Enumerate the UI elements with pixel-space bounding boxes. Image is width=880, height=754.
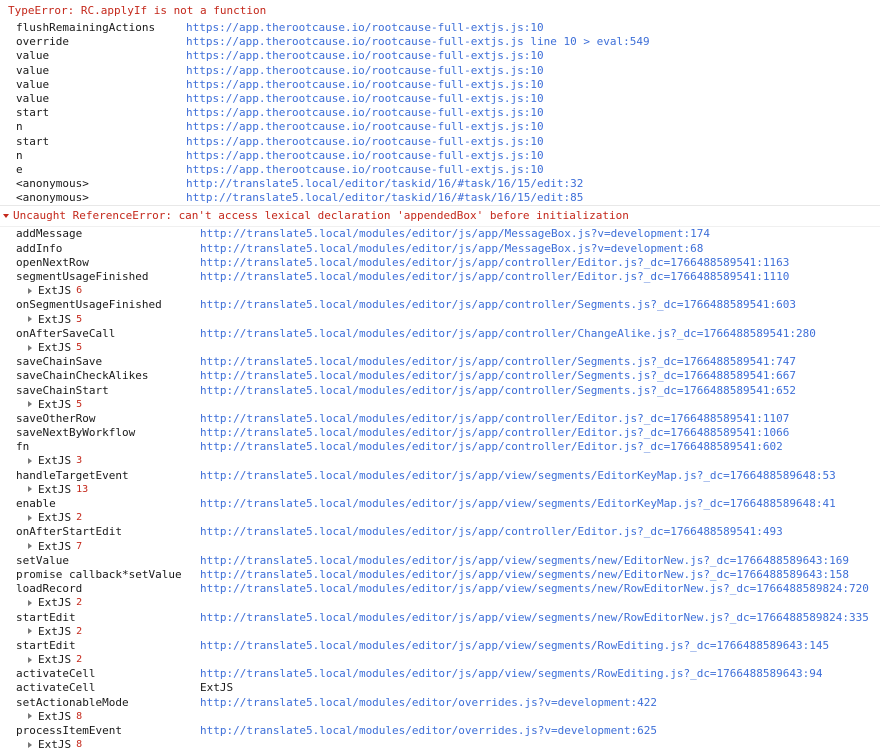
stack-trace-type-error: [0, 21, 880, 205]
async-stack-group-row[interactable]: [0, 398, 880, 412]
stack-frame-row: [0, 369, 880, 383]
stack-frame-function: saveNextByWorkflow: [16, 426, 136, 440]
stack-frame-function: startEdit: [16, 638, 76, 652]
stack-frame-function: value: [16, 91, 50, 105]
stack-frame-row: [0, 667, 880, 681]
stack-frame-source-link[interactable]: http://translate5.local/modules/editor/js/app/controller/Editor.js?_dc=1766488589541:1163: [200, 255, 790, 269]
stack-frame-source-link[interactable]: http://translate5.local/modules/editor/overrides.js?v=development:625: [200, 724, 657, 737]
expand-triangle-icon[interactable]: [26, 741, 35, 750]
expand-triangle-icon[interactable]: [26, 287, 35, 296]
stack-frame-function: n: [16, 148, 23, 162]
stack-frame-function: processItemEvent: [16, 724, 122, 737]
async-stack-group-row[interactable]: [0, 625, 880, 639]
stack-frame-function: promise callback*setValue: [16, 567, 182, 581]
stack-frame-source-link[interactable]: http://translate5.local/editor/taskid/16/#task/16/15/edit:85: [186, 191, 584, 205]
stack-frame-source-link[interactable]: http://translate5.local/modules/editor/js/app/view/segments/RowEditing.js?_dc=1766488589643:94: [200, 667, 823, 681]
stack-frame-source-link[interactable]: http://translate5.local/modules/editor/js/app/view/segments/new/EditorNew.js?_dc=1766488589643:158: [200, 567, 850, 581]
stack-frame-source-link[interactable]: https://app.therootcause.io/rootcause-full-extjs.js:10: [186, 162, 544, 176]
stack-frame-function: handleTargetEvent: [16, 468, 129, 482]
stack-frame-source-link[interactable]: http://translate5.local/modules/editor/js/app/controller/Segments.js?_dc=1766488589541:667: [200, 369, 797, 383]
stack-frame-function: setActionableMode: [16, 695, 129, 709]
stack-frame-function: value: [16, 63, 50, 77]
stack-frame-row: [0, 327, 880, 341]
stack-frame-source-link[interactable]: http://translate5.local/modules/editor/js/app/MessageBox.js?v=development:68: [200, 241, 704, 255]
stack-frame-function: saveChainCheckAlikes: [16, 369, 149, 383]
stack-frame-function: value: [16, 49, 50, 63]
stack-frame-row: [0, 135, 880, 149]
stack-frame-source-link[interactable]: http://translate5.local/modules/editor/js/app/controller/Editor.js?_dc=1766488589541:602: [200, 440, 783, 454]
stack-frame-row: [0, 21, 880, 35]
stack-frame-source-link[interactable]: https://app.therootcause.io/rootcause-full-extjs.js:10: [186, 21, 544, 34]
stack-frame-source-link[interactable]: http://translate5.local/modules/editor/js/app/controller/Editor.js?_dc=1766488589541:1107: [200, 411, 790, 425]
expand-triangle-icon[interactable]: [26, 542, 35, 551]
stack-frame-function: enable: [16, 497, 56, 510]
stack-frame-row: [0, 611, 880, 625]
async-stack-label: ExtJS: [38, 596, 72, 610]
async-stack-label: ExtJS: [38, 284, 72, 298]
stack-frame-function: addInfo: [16, 241, 63, 255]
async-stack-count: 2: [76, 597, 83, 609]
stack-frame-function: activateCell: [16, 681, 96, 695]
stack-frame-row: [0, 120, 880, 134]
async-stack-label: ExtJS: [38, 482, 72, 496]
async-stack-group-row[interactable]: [0, 710, 880, 724]
stack-frame-source-link[interactable]: https://app.therootcause.io/rootcause-full-extjs.js:10: [186, 106, 544, 120]
async-stack-group-row[interactable]: [0, 511, 880, 525]
stack-frame-function: start: [16, 134, 50, 148]
expand-triangle-icon[interactable]: [26, 457, 35, 466]
expand-triangle-icon[interactable]: [26, 627, 35, 636]
stack-frame-row: [0, 227, 880, 241]
stack-frame-row: [0, 92, 880, 106]
stack-frame-source-link[interactable]: https://app.therootcause.io/rootcause-full-extjs.js:10: [186, 148, 544, 162]
async-stack-count: 2: [76, 654, 83, 666]
async-stack-label: ExtJS: [38, 312, 72, 326]
async-stack-group-row[interactable]: [0, 653, 880, 667]
stack-frame-row: [0, 469, 880, 483]
stack-frame-function: loadRecord: [16, 582, 83, 596]
stack-frame-source-link[interactable]: https://app.therootcause.io/rootcause-full-extjs.js:10: [186, 49, 544, 63]
stack-frame-function: segmentUsageFinished: [16, 270, 149, 283]
stack-trace-reference-error: [0, 227, 880, 752]
stack-frame-row: [0, 384, 880, 398]
async-stack-group-row[interactable]: [0, 454, 880, 468]
stack-frame-row: [0, 497, 880, 511]
stack-frame-function: n: [16, 120, 23, 134]
stack-frame-function: setValue: [16, 553, 69, 567]
stack-frame-source-link[interactable]: http://translate5.local/modules/editor/js/app/controller/Editor.js?_dc=1766488589541:1066: [200, 426, 790, 440]
async-stack-label: ExtJS: [38, 340, 72, 354]
async-stack-count: 13: [76, 483, 89, 495]
async-stack-group-row[interactable]: [0, 738, 880, 752]
stack-frame-source-link[interactable]: http://translate5.local/modules/editor/js/app/MessageBox.js?v=development:174: [200, 227, 710, 241]
async-stack-label: ExtJS: [38, 397, 72, 411]
error-message-reference-error-row[interactable]: [0, 205, 880, 227]
stack-frame-row: [0, 696, 880, 710]
stack-frame-function: openNextRow: [16, 255, 89, 269]
async-stack-label: ExtJS: [38, 624, 72, 638]
async-stack-count: 5: [76, 398, 83, 410]
stack-frame-function: activateCell: [16, 667, 96, 681]
stack-frame-row: [0, 242, 880, 256]
async-stack-count: 7: [76, 540, 83, 552]
expand-triangle-icon[interactable]: [26, 485, 35, 494]
stack-frame-source-link[interactable]: http://translate5.local/editor/taskid/16/#task/16/15/edit:32: [186, 177, 584, 191]
expand-triangle-icon[interactable]: [26, 344, 35, 353]
stack-frame-function: onSegmentUsageFinished: [16, 298, 162, 312]
stack-frame-row: [0, 106, 880, 120]
stack-frame-row: [0, 412, 880, 426]
stack-frame-function: override: [16, 35, 69, 49]
async-stack-label: ExtJS: [38, 454, 72, 468]
stack-frame-function: <anonymous>: [16, 191, 89, 205]
stack-frame-source-link[interactable]: http://translate5.local/modules/editor/js/app/controller/Segments.js?_dc=1766488589541:603: [200, 298, 797, 312]
stack-frame-source-link[interactable]: http://translate5.local/modules/editor/js/app/view/segments/RowEditing.js?_dc=1766488589643:145: [200, 638, 830, 652]
stack-frame-source-link[interactable]: http://translate5.local/modules/editor/js/app/controller/ChangeAlike.js?_dc=1766488589541:280: [200, 326, 816, 340]
stack-frame-source-link[interactable]: http://translate5.local/modules/editor/js/app/controller/Segments.js?_dc=1766488589541:652: [200, 383, 797, 397]
stack-frame-function: e: [16, 162, 23, 176]
stack-frame-row: [0, 64, 880, 78]
async-stack-count: 5: [76, 313, 83, 325]
stack-frame-row: [0, 426, 880, 440]
expand-triangle-icon[interactable]: [26, 656, 35, 665]
stack-frame-function: onAfterSaveCall: [16, 326, 116, 340]
stack-frame-source-link[interactable]: http://translate5.local/modules/editor/js/app/controller/Editor.js?_dc=1766488589541:1110: [200, 270, 790, 283]
stack-frame-function: flushRemainingActions: [16, 21, 156, 34]
stack-frame-source-link[interactable]: https://app.therootcause.io/rootcause-full-extjs.js:10: [186, 134, 544, 148]
async-stack-count: 5: [76, 341, 83, 353]
expand-triangle-icon[interactable]: [26, 315, 35, 324]
async-stack-group-row[interactable]: [0, 284, 880, 298]
stack-frame-row: [0, 270, 880, 284]
async-stack-count: 8: [76, 710, 83, 722]
expand-triangle-icon[interactable]: [26, 400, 35, 409]
async-stack-label: ExtJS: [38, 511, 72, 525]
stack-frame-source-link[interactable]: https://app.therootcause.io/rootcause-full-extjs.js line 10 > eval:549: [186, 35, 650, 49]
stack-frame-row: [0, 35, 880, 49]
stack-frame-row: [0, 49, 880, 63]
stack-frame-function: addMessage: [16, 227, 83, 241]
stack-frame-source-link: ExtJS: [200, 681, 234, 695]
async-stack-label: ExtJS: [38, 653, 72, 667]
async-stack-group-row[interactable]: [0, 483, 880, 497]
stack-frame-row: [0, 582, 880, 596]
stack-frame-function: onAfterStartEdit: [16, 525, 122, 539]
stack-frame-source-link[interactable]: https://app.therootcause.io/rootcause-full-extjs.js:10: [186, 77, 544, 91]
async-stack-count: 6: [76, 285, 83, 297]
stack-frame-row: [0, 568, 880, 582]
stack-frame-row: [0, 78, 880, 92]
async-stack-group-row[interactable]: [0, 596, 880, 610]
stack-frame-row: [0, 298, 880, 312]
stack-frame-source-link[interactable]: http://translate5.local/modules/editor/js/app/view/segments/EditorKeyMap.js?_dc=1766488589648:53: [200, 468, 836, 482]
stack-frame-row: [0, 355, 880, 369]
stack-frame-source-link[interactable]: http://translate5.local/modules/editor/overrides.js?v=development:422: [200, 695, 657, 709]
async-stack-group-row[interactable]: [0, 313, 880, 327]
async-stack-group-row[interactable]: [0, 341, 880, 355]
async-stack-group-row[interactable]: [0, 540, 880, 554]
expand-triangle-icon[interactable]: [2, 212, 11, 221]
stack-frame-source-link[interactable]: https://app.therootcause.io/rootcause-full-extjs.js:10: [186, 63, 544, 77]
stack-frame-row: [0, 724, 880, 738]
expand-triangle-icon[interactable]: [26, 514, 35, 523]
stack-frame-source-link[interactable]: https://app.therootcause.io/rootcause-full-extjs.js:10: [186, 120, 544, 134]
stack-frame-function: saveOtherRow: [16, 411, 96, 425]
async-stack-count: 2: [76, 512, 83, 524]
stack-frame-row: [0, 149, 880, 163]
async-stack-label: ExtJS: [38, 709, 72, 723]
stack-frame-function: <anonymous>: [16, 177, 89, 191]
stack-frame-source-link[interactable]: http://translate5.local/modules/editor/js/app/view/segments/new/EditorNew.js?_dc=1766488589643:169: [200, 553, 850, 567]
stack-frame-function: value: [16, 77, 50, 91]
async-stack-count: 3: [76, 455, 83, 467]
stack-frame-function: fn: [16, 440, 30, 454]
stack-frame-row: [0, 681, 880, 695]
async-stack-label: ExtJS: [38, 539, 72, 553]
stack-frame-row: [0, 440, 880, 454]
stack-frame-row: [0, 256, 880, 270]
stack-frame-row: [0, 163, 880, 177]
stack-frame-source-link[interactable]: http://translate5.local/modules/editor/js/app/view/segments/new/RowEditorNew.js?_dc=1766488589824:720: [200, 582, 869, 596]
expand-triangle-icon[interactable]: [26, 712, 35, 721]
expand-triangle-icon[interactable]: [26, 599, 35, 608]
stack-frame-source-link[interactable]: http://translate5.local/modules/editor/js/app/controller/Segments.js?_dc=1766488589541:747: [200, 355, 797, 369]
stack-frame-source-link[interactable]: http://translate5.local/modules/editor/js/app/controller/Editor.js?_dc=1766488589541:493: [200, 525, 783, 539]
stack-frame-row: [0, 191, 880, 205]
stack-frame-source-link[interactable]: http://translate5.local/modules/editor/js/app/view/segments/new/RowEditorNew.js?_dc=1766488589824:335: [200, 610, 869, 624]
stack-frame-function: start: [16, 106, 50, 120]
async-stack-count: 8: [76, 739, 83, 751]
stack-frame-row: [0, 639, 880, 653]
stack-frame-row: [0, 554, 880, 568]
stack-frame-row: [0, 525, 880, 539]
stack-frame-function: startEdit: [16, 610, 76, 624]
stack-frame-row: [0, 177, 880, 191]
async-stack-label: ExtJS: [38, 738, 72, 752]
error-message-type-error: TypeError: RC.applyIf is not a function: [0, 0, 880, 21]
stack-frame-source-link[interactable]: http://translate5.local/modules/editor/js/app/view/segments/EditorKeyMap.js?_dc=1766488589648:41: [200, 497, 836, 510]
error-message-reference-error: Uncaught ReferenceError: can't access lexical declaration 'appendedBox' before initialization: [13, 209, 629, 223]
stack-frame-source-link[interactable]: https://app.therootcause.io/rootcause-full-extjs.js:10: [186, 91, 544, 105]
stack-frame-function: saveChainStart: [16, 383, 109, 397]
async-stack-count: 2: [76, 625, 83, 637]
stack-frame-function: saveChainSave: [16, 355, 103, 369]
